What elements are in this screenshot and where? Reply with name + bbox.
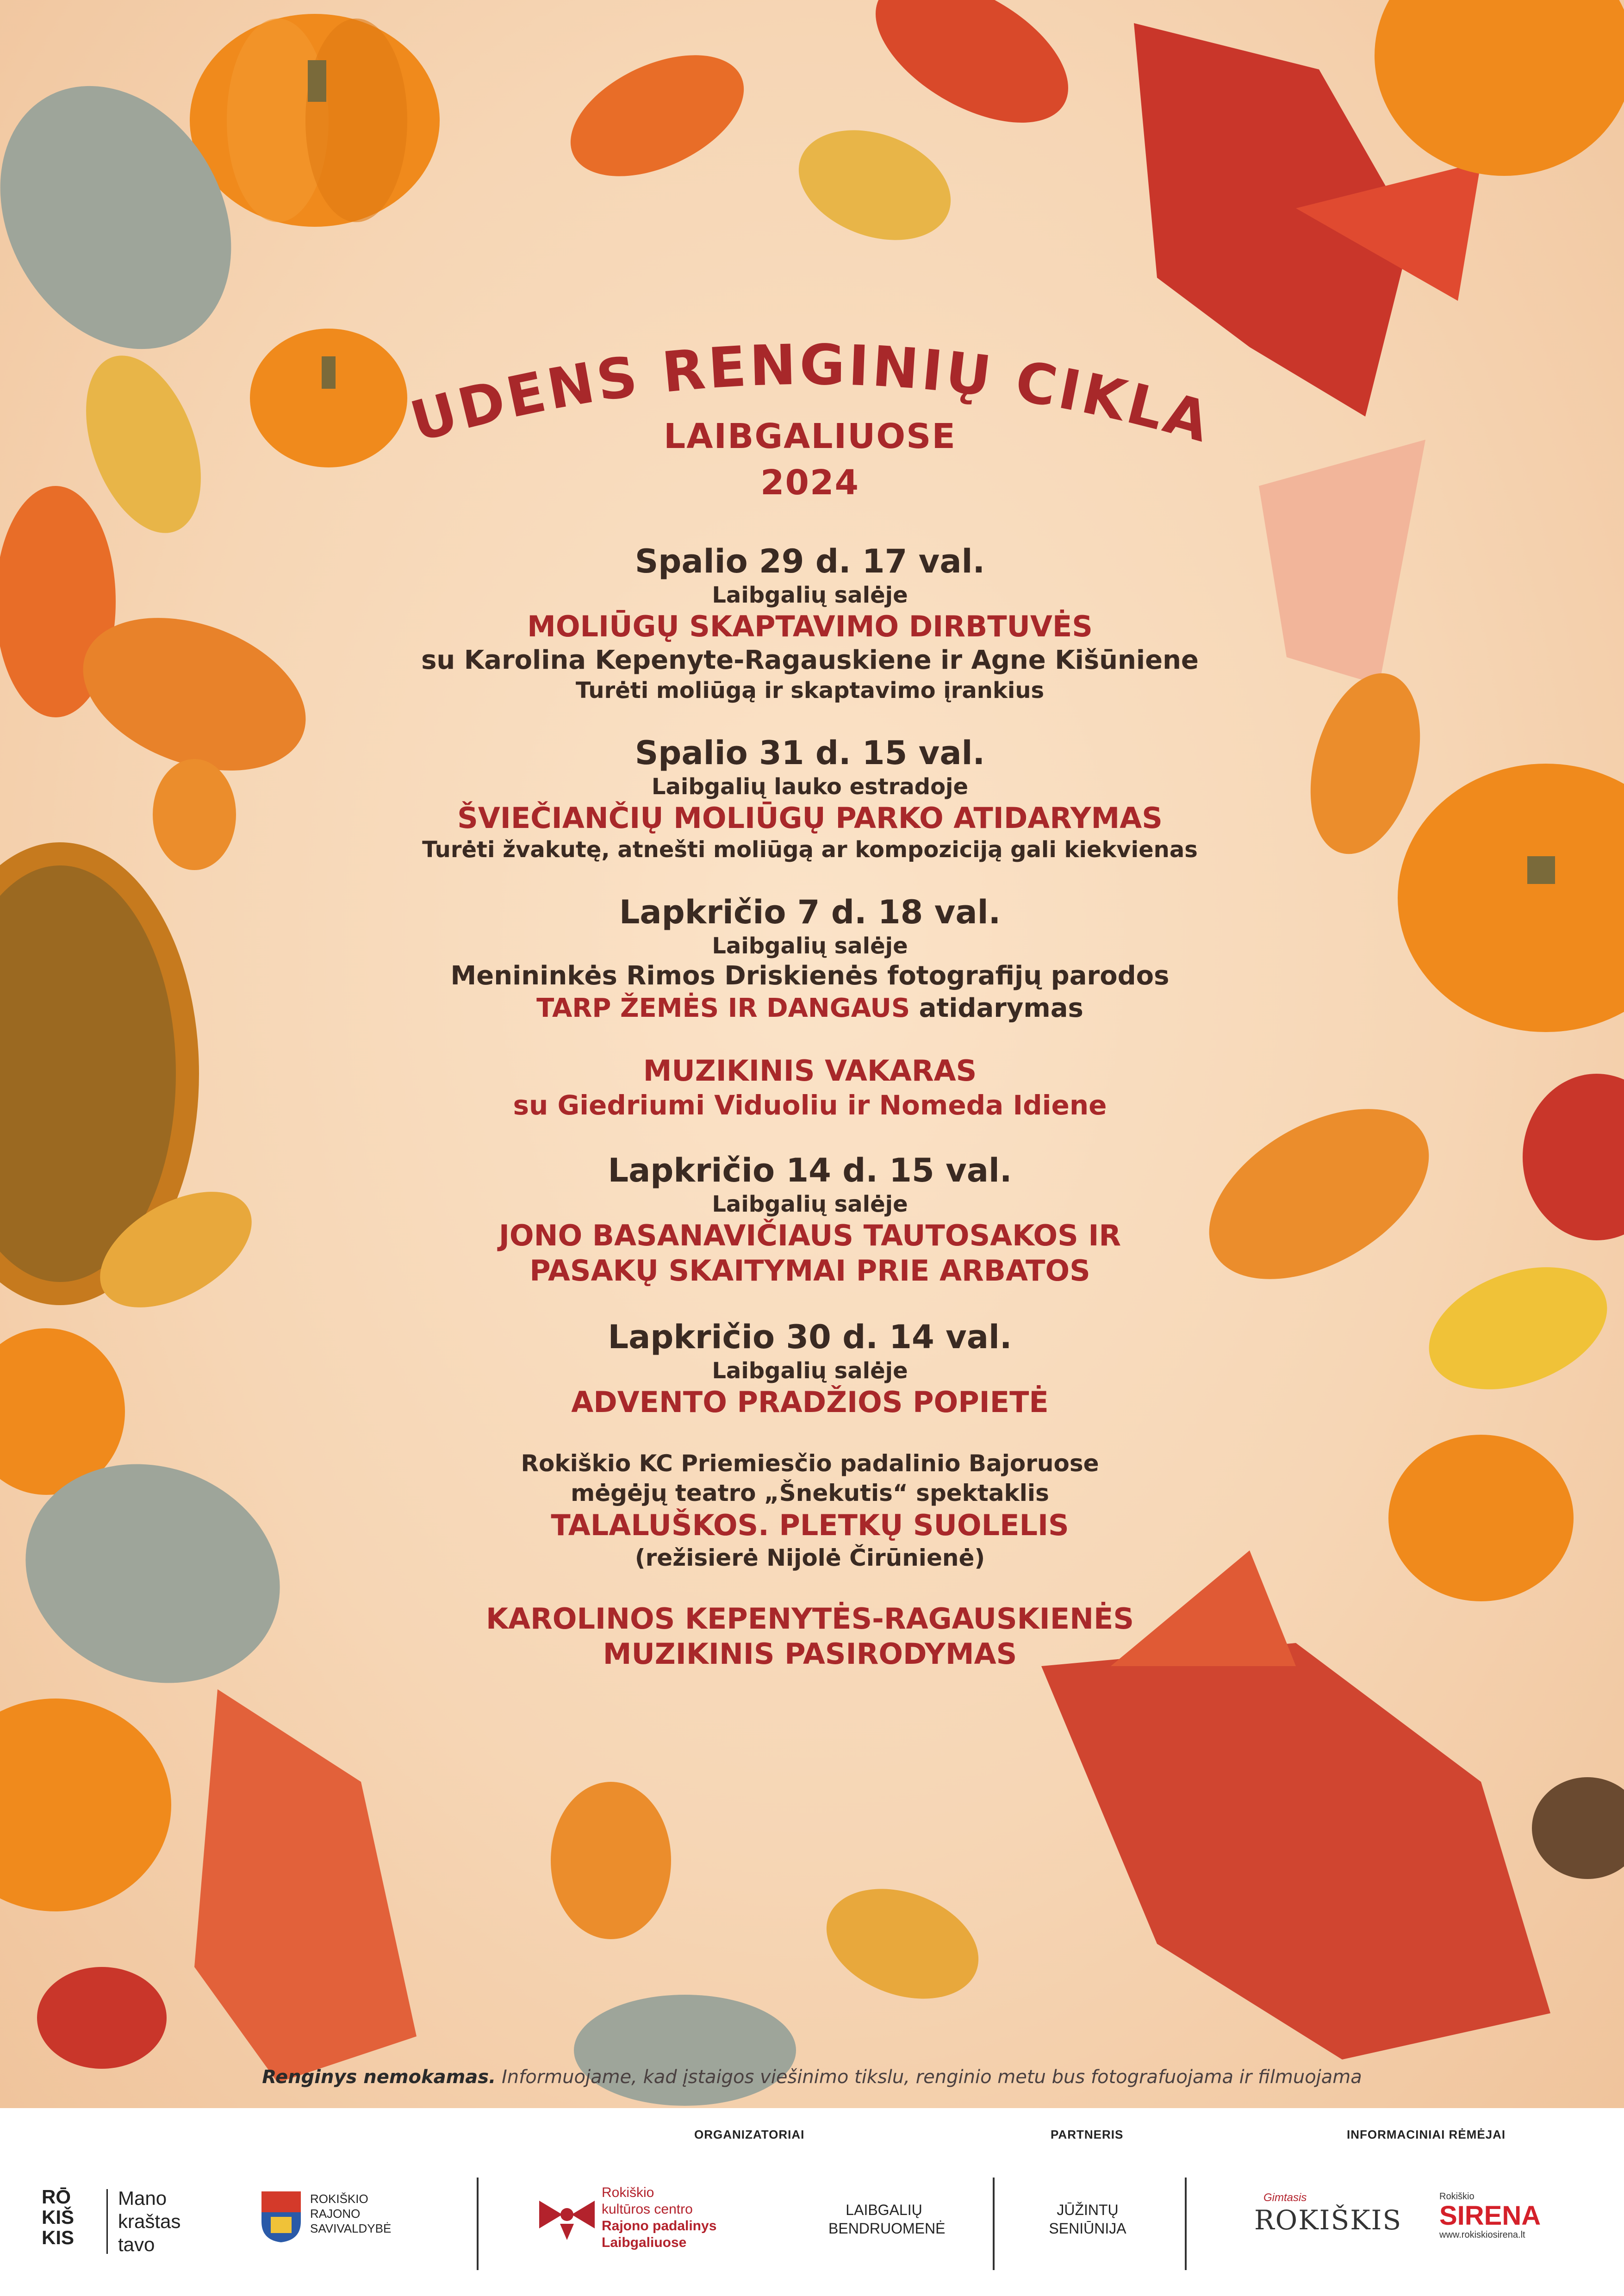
culture-centre-line: kultūros centro <box>602 2202 693 2217</box>
event-item <box>324 733 1296 864</box>
sirena-logo <box>1439 2191 1578 2240</box>
event-title: MUZIKINIS PASIRODYMAS <box>603 1637 1017 1671</box>
event-date: Lapkričio 7 d. 18 val. <box>619 893 1001 931</box>
event-title: TARP ŽEMĖS IR DANGAUS <box>536 993 910 1023</box>
gimtasis-rokiskis-logo <box>1254 2191 1402 2236</box>
event-date: Spalio 31 d. 15 val. <box>635 734 985 772</box>
eldership-line: SENIŪNIJA <box>1049 2220 1126 2237</box>
slogan-line: kraštas <box>118 2210 181 2232</box>
event-line: Menininkės Rimos Driskienės fotografijų parodos <box>450 961 1170 991</box>
community-name <box>828 2201 946 2238</box>
event-note: (režisierė Nijolė Čirūnienė) <box>635 1544 985 1571</box>
rokiskis-slogan <box>118 2187 180 2256</box>
event-title: TALALUŠKOS. PLETKŲ SUOLELIS <box>551 1508 1069 1542</box>
culture-centre-name <box>602 2184 716 2251</box>
event-note: Turėti žvakutę, atnešti moliūgą ar kompoziciją gali kiekvienas <box>422 837 1198 863</box>
year: 2024 <box>760 463 859 503</box>
event-with: su Giedriumi Viduoliu ir Nomeda Idiene <box>513 1089 1107 1121</box>
community-line: BENDRUOMENĖ <box>828 2220 946 2237</box>
event-place: Laibgalių salėje <box>712 1358 908 1384</box>
event-title: JONO BASANAVIČIAUS TAUTOSAKOS IR <box>498 1219 1121 1252</box>
event-title: MOLIŪGŲ SKAPTAVIMO DIRBTUVĖS <box>527 610 1093 643</box>
subtitle: LAIBGALIUOSE <box>664 417 956 456</box>
media-label: INFORMACINIAI RĖMĖJAI <box>1347 2128 1506 2141</box>
sirena-title: SIRENA <box>1439 2201 1541 2231</box>
event-title: KAROLINOS KEPENYTĖS-RAGAUSKIENĖS <box>486 1602 1134 1636</box>
eldership-name <box>1037 2201 1139 2238</box>
event-title: ŠVIEČIANČIŲ MOLIŪGŲ PARKO ATIDARYMAS <box>457 801 1163 835</box>
gimtasis-small: Gimtasis <box>1263 2191 1307 2204</box>
event-with: su Karolina Kepenyte-Ragauskiene ir Agne Kišūniene <box>421 645 1199 675</box>
culture-centre-line: Laibgaliuose <box>602 2235 687 2250</box>
rokiskis-logo <box>42 2187 111 2248</box>
event-title: PASAKŲ SKAITYMAI PRIE ARBATOS <box>529 1254 1090 1288</box>
event-item <box>324 892 1296 1025</box>
sirena-url: www.rokiskiosirena.lt <box>1439 2230 1525 2240</box>
event-item <box>324 1449 1296 1573</box>
event-place: Laibgalių salėje <box>712 1191 908 1217</box>
eldership-line: JŪŽINTŲ <box>1057 2202 1119 2218</box>
municipality-line: SAVIVALDYBĖ <box>310 2221 392 2235</box>
event-list <box>324 541 1296 1700</box>
footer-divider <box>1185 2178 1187 2270</box>
event-item <box>324 541 1296 704</box>
event-title-line <box>324 992 1296 1025</box>
event-line: mėgėjų teatro „Šnekutis“ spektaklis <box>571 1480 1049 1506</box>
municipality-line: RAJONO <box>310 2207 361 2221</box>
event-note: Turėti moliūgą ir skaptavimo įrankius <box>575 678 1045 703</box>
notice-bold: Renginys nemokamas. <box>262 2066 496 2088</box>
sirena-small: Rokiškio <box>1439 2191 1475 2202</box>
event-item <box>324 1151 1296 1288</box>
event-item <box>324 1053 1296 1122</box>
partner-label: PARTNERIS <box>1051 2128 1124 2141</box>
footer-divider <box>993 2178 995 2270</box>
culture-centre-line: Rokiškio <box>602 2185 654 2200</box>
event-place: Laibgalių salėje <box>712 582 908 608</box>
event-line: Rokiškio KC Priemiesčio padalinio Bajoruose <box>521 1450 1099 1477</box>
footer <box>0 2108 1624 2296</box>
slogan-line: Mano <box>118 2187 167 2209</box>
event-place: Laibgalių salėje <box>712 933 908 959</box>
event-item <box>324 1317 1296 1420</box>
event-date: Lapkričio 30 d. 14 val. <box>608 1318 1012 1356</box>
title-text: UDENS RENGINIŲ CIKLA <box>407 338 1213 456</box>
organizers-label: ORGANIZATORIAI <box>694 2128 805 2141</box>
municipality-line: ROKIŠKIO <box>310 2192 368 2206</box>
notice-text: Informuojame, kad įstaigos viešinimo tikslu, renginio metu bus fotografuojama ir filmuojama <box>496 2066 1362 2088</box>
event-title: MUZIKINIS VAKARAS <box>643 1054 977 1088</box>
culture-centre-line: Rajono padalinys <box>602 2218 717 2234</box>
coat-of-arms-icon <box>259 2189 303 2245</box>
event-title-suffix: atidarymas <box>919 993 1083 1023</box>
event-item <box>324 1601 1296 1672</box>
slogan-line: tavo <box>118 2234 155 2255</box>
municipality-name <box>310 2191 391 2236</box>
rokiskis-logo-mark: RŌ KIŠ KIS <box>42 2186 75 2248</box>
footer-divider <box>477 2178 479 2270</box>
event-date: Spalio 29 d. 17 val. <box>635 542 985 580</box>
community-line: LAIBGALIŲ <box>846 2202 922 2218</box>
gimtasis-title: ROKIŠKIS <box>1254 2204 1402 2236</box>
event-title: ADVENTO PRADŽIOS POPIETĖ <box>571 1385 1049 1419</box>
notice <box>0 2066 1624 2088</box>
event-place: Laibgalių lauko estradoje <box>651 774 969 800</box>
culture-centre-icon <box>535 2191 599 2242</box>
event-date: Lapkričio 14 d. 15 val. <box>608 1151 1012 1189</box>
logo-divider <box>106 2189 108 2254</box>
